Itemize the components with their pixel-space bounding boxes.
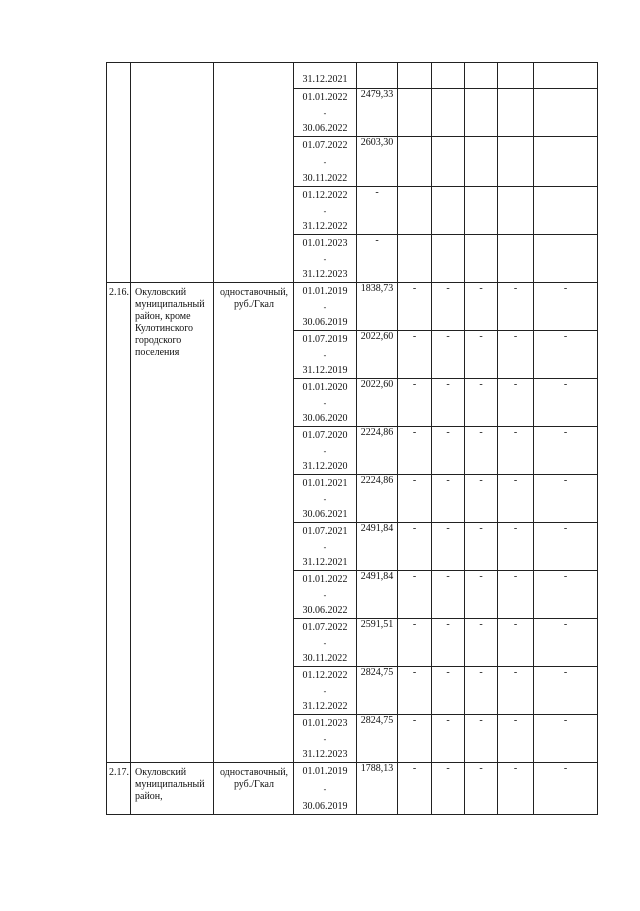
period-from: 01.01.2019 bbox=[302, 286, 348, 297]
tariff-value: 2603,30 bbox=[360, 137, 394, 148]
period-cell bbox=[294, 187, 357, 235]
tariff-value: - bbox=[375, 235, 379, 246]
tariff-value: 1838,73 bbox=[360, 283, 394, 294]
table-cell bbox=[498, 523, 534, 571]
period-separator: - bbox=[323, 108, 327, 118]
tariff-value-cell bbox=[357, 715, 398, 763]
cell-value: - bbox=[513, 475, 518, 486]
tariff-value: 1788,13 bbox=[360, 763, 394, 774]
table-cell bbox=[465, 283, 498, 331]
table-cell bbox=[534, 187, 598, 235]
period-from: 01.01.2020 bbox=[302, 382, 348, 393]
tariff-value-cell bbox=[357, 427, 398, 475]
table-cell bbox=[465, 667, 498, 715]
table-cell bbox=[398, 619, 432, 667]
table-cell bbox=[465, 763, 498, 815]
period-separator: - bbox=[323, 638, 327, 648]
table-cell bbox=[534, 427, 598, 475]
tariff-value-cell bbox=[357, 63, 398, 89]
table-cell bbox=[534, 137, 598, 187]
period-range bbox=[294, 619, 356, 664]
period-from: 01.01.2023 bbox=[302, 718, 348, 729]
row-number: 2.17. bbox=[107, 763, 131, 815]
period-range bbox=[294, 89, 356, 134]
period-to: 30.06.2020 bbox=[302, 413, 348, 424]
period-to: 31.12.2022 bbox=[302, 221, 348, 232]
period-range bbox=[294, 235, 356, 280]
cell-value: - bbox=[412, 619, 417, 630]
cell-value: - bbox=[479, 619, 483, 630]
cell-value: - bbox=[412, 427, 417, 438]
period-to: 31.12.2023 bbox=[302, 269, 348, 280]
table-row bbox=[107, 763, 598, 815]
cell-value: - bbox=[479, 667, 483, 678]
period-from: 01.07.2022 bbox=[302, 140, 348, 151]
table-cell bbox=[534, 283, 598, 331]
cell-value: - bbox=[446, 379, 450, 390]
tariff-value-cell bbox=[357, 235, 398, 283]
period-to: 30.06.2021 bbox=[302, 509, 348, 520]
period-to: 30.06.2019 bbox=[302, 801, 348, 812]
table-cell bbox=[465, 523, 498, 571]
cell-value: - bbox=[446, 619, 450, 630]
table-cell bbox=[534, 379, 598, 427]
table-cell bbox=[534, 89, 598, 137]
table-cell bbox=[534, 63, 598, 89]
period-separator: - bbox=[323, 784, 327, 794]
cell-value: - bbox=[513, 619, 518, 630]
territory-name: Окуловский муниципальный район, кроме Кулотинского городского поселения bbox=[131, 283, 214, 763]
cell-value: - bbox=[563, 523, 568, 534]
period-range bbox=[294, 187, 356, 232]
cell-value: - bbox=[479, 379, 483, 390]
period-cell bbox=[294, 763, 357, 815]
cell-value: - bbox=[563, 379, 568, 390]
period-to: 31.12.2021 bbox=[302, 557, 348, 568]
cell-value: - bbox=[563, 427, 568, 438]
period-from: 01.01.2022 bbox=[302, 574, 348, 585]
table-cell bbox=[398, 475, 432, 523]
table-cell bbox=[534, 619, 598, 667]
table-cell bbox=[534, 571, 598, 619]
cell-value: - bbox=[513, 427, 518, 438]
period-cell bbox=[294, 475, 357, 523]
tariff-value: 2224,86 bbox=[360, 475, 394, 486]
period-from: 01.01.2021 bbox=[302, 478, 348, 489]
table-cell bbox=[534, 235, 598, 283]
period-to: 31.12.2023 bbox=[302, 749, 348, 760]
period-from: 01.12.2022 bbox=[302, 190, 348, 201]
tariff-value-cell bbox=[357, 667, 398, 715]
period-from: 01.01.2023 bbox=[302, 238, 348, 249]
table-cell bbox=[465, 137, 498, 187]
period-cell bbox=[294, 89, 357, 137]
table-cell bbox=[498, 283, 534, 331]
table-cell bbox=[498, 331, 534, 379]
cell-value: - bbox=[446, 571, 450, 582]
period-to: 30.11.2022 bbox=[302, 653, 348, 664]
table-cell bbox=[432, 667, 465, 715]
period-to: 30.06.2019 bbox=[302, 317, 348, 328]
period-range bbox=[294, 427, 356, 472]
period-to: 30.06.2022 bbox=[302, 123, 348, 134]
table-cell bbox=[465, 715, 498, 763]
table-cell bbox=[432, 235, 465, 283]
cell-value: - bbox=[412, 571, 417, 582]
tariff-value: 2824,75 bbox=[360, 667, 394, 678]
cell-value: - bbox=[479, 475, 483, 486]
cell-value: - bbox=[513, 571, 518, 582]
period-separator: - bbox=[323, 494, 327, 504]
cell-value: - bbox=[479, 571, 483, 582]
table-cell bbox=[465, 571, 498, 619]
cell-value: - bbox=[412, 475, 417, 486]
table-cell bbox=[432, 283, 465, 331]
table-row bbox=[107, 63, 598, 89]
cell-value: - bbox=[513, 379, 518, 390]
cell-value: - bbox=[563, 571, 568, 582]
table-cell bbox=[498, 427, 534, 475]
territory-name: Окуловский муниципальный район, bbox=[131, 763, 214, 815]
table-cell bbox=[398, 667, 432, 715]
table-cell bbox=[432, 89, 465, 137]
period-cell bbox=[294, 235, 357, 283]
period-separator: - bbox=[323, 398, 327, 408]
tariff-value-cell bbox=[357, 379, 398, 427]
cell-value: - bbox=[446, 331, 450, 342]
table-cell bbox=[398, 63, 432, 89]
period-cell bbox=[294, 715, 357, 763]
table-cell bbox=[534, 523, 598, 571]
table-cell bbox=[498, 715, 534, 763]
territory-cell bbox=[131, 63, 214, 283]
table-cell bbox=[498, 187, 534, 235]
tariff-value: 2591,51 bbox=[360, 619, 394, 630]
period-cell bbox=[294, 331, 357, 379]
tariff-value: 2479,33 bbox=[360, 89, 394, 100]
table-cell bbox=[534, 475, 598, 523]
table-cell bbox=[398, 235, 432, 283]
period-from: 01.01.2022 bbox=[302, 92, 348, 103]
period-range bbox=[294, 715, 356, 760]
table-cell bbox=[398, 379, 432, 427]
period-range bbox=[294, 331, 356, 376]
cell-value: - bbox=[479, 283, 483, 294]
tariff-value: 2824,75 bbox=[360, 715, 394, 726]
table-cell bbox=[465, 89, 498, 137]
period-to: 31.12.2020 bbox=[302, 461, 348, 472]
table-cell bbox=[432, 763, 465, 815]
cell-value: - bbox=[446, 523, 450, 534]
table-cell bbox=[432, 427, 465, 475]
cell-value: - bbox=[513, 331, 518, 342]
period-to: 30.06.2022 bbox=[302, 605, 348, 616]
tariff-value-cell bbox=[357, 187, 398, 235]
period-from: 01.12.2022 bbox=[302, 670, 348, 681]
cell-value: - bbox=[412, 379, 417, 390]
cell-value: - bbox=[563, 331, 568, 342]
period-separator: - bbox=[323, 350, 327, 360]
period-from: 01.07.2019 bbox=[302, 334, 348, 345]
period-cell bbox=[294, 667, 357, 715]
cell-value: - bbox=[446, 475, 450, 486]
period-from: 01.07.2020 bbox=[302, 430, 348, 441]
table-cell bbox=[465, 331, 498, 379]
cell-value: - bbox=[479, 715, 483, 726]
cell-value: - bbox=[479, 523, 483, 534]
period-to: 30.11.2022 bbox=[302, 173, 348, 184]
cell-value: - bbox=[412, 715, 417, 726]
period-from: 01.01.2019 bbox=[302, 766, 348, 777]
table-cell bbox=[465, 63, 498, 89]
period-cell bbox=[294, 379, 357, 427]
cell-value: - bbox=[446, 667, 450, 678]
table-cell bbox=[432, 475, 465, 523]
tariff-value-cell bbox=[357, 137, 398, 187]
table-cell bbox=[432, 379, 465, 427]
cell-value: - bbox=[412, 331, 417, 342]
table-cell bbox=[465, 379, 498, 427]
period-range bbox=[294, 571, 356, 616]
cell-value: - bbox=[563, 667, 568, 678]
table-cell bbox=[398, 283, 432, 331]
period-cell bbox=[294, 137, 357, 187]
tariff-value: 2491,84 bbox=[360, 571, 394, 582]
period-cell bbox=[294, 523, 357, 571]
period-range bbox=[294, 283, 356, 328]
cell-value: - bbox=[446, 427, 450, 438]
row-number-cell bbox=[107, 63, 131, 283]
period-range bbox=[294, 379, 356, 424]
tariff-value-cell bbox=[357, 523, 398, 571]
tariff-value: 2022,60 bbox=[360, 331, 394, 342]
cell-value: - bbox=[479, 427, 483, 438]
table-cell bbox=[398, 137, 432, 187]
table-row bbox=[107, 283, 598, 331]
table-cell bbox=[465, 475, 498, 523]
period-to: 31.12.2022 bbox=[302, 701, 348, 712]
tariff-value-cell bbox=[357, 571, 398, 619]
tariff-value-cell bbox=[357, 331, 398, 379]
table-cell bbox=[498, 137, 534, 187]
table-cell bbox=[398, 331, 432, 379]
period-range bbox=[294, 67, 356, 88]
table-cell bbox=[432, 187, 465, 235]
tariff-value: - bbox=[375, 187, 379, 198]
period-range bbox=[294, 523, 356, 568]
row-number: 2.16. bbox=[107, 283, 131, 763]
table-cell bbox=[398, 715, 432, 763]
cell-value: - bbox=[513, 283, 518, 294]
period-range bbox=[294, 137, 356, 184]
tariff-table bbox=[106, 62, 598, 815]
table-cell bbox=[465, 187, 498, 235]
period-separator: - bbox=[323, 734, 327, 744]
table-cell bbox=[432, 137, 465, 187]
cell-value: - bbox=[513, 667, 518, 678]
period-to: 31.12.2021 bbox=[302, 73, 348, 85]
tariff-type: одноставочный, руб./Гкал bbox=[214, 283, 294, 763]
table-cell bbox=[534, 331, 598, 379]
cell-value: - bbox=[563, 283, 568, 294]
table-cell bbox=[465, 235, 498, 283]
period-separator: - bbox=[323, 157, 327, 167]
cell-value: - bbox=[446, 763, 450, 774]
table-cell bbox=[498, 475, 534, 523]
table-cell bbox=[498, 571, 534, 619]
table-cell bbox=[398, 427, 432, 475]
cell-value: - bbox=[446, 715, 450, 726]
tariff-value-cell bbox=[357, 475, 398, 523]
table-cell bbox=[432, 331, 465, 379]
cell-value: - bbox=[412, 667, 417, 678]
table-cell bbox=[498, 667, 534, 715]
period-separator: - bbox=[323, 542, 327, 552]
table-cell bbox=[498, 763, 534, 815]
table-cell bbox=[398, 523, 432, 571]
tariff-value: 2224,86 bbox=[360, 427, 394, 438]
tariff-value-cell bbox=[357, 283, 398, 331]
table-cell bbox=[498, 63, 534, 89]
period-separator: - bbox=[323, 206, 327, 216]
cell-value: - bbox=[513, 523, 518, 534]
period-range bbox=[294, 475, 356, 520]
period-cell bbox=[294, 571, 357, 619]
table-cell bbox=[534, 763, 598, 815]
table-cell bbox=[534, 667, 598, 715]
table-cell bbox=[398, 187, 432, 235]
table-cell bbox=[498, 235, 534, 283]
table-cell bbox=[432, 571, 465, 619]
period-separator: - bbox=[323, 302, 327, 312]
cell-value: - bbox=[479, 763, 483, 774]
cell-value: - bbox=[563, 763, 568, 774]
tariff-value-cell bbox=[357, 763, 398, 815]
table-cell bbox=[432, 63, 465, 89]
period-range bbox=[294, 667, 356, 712]
period-from: 01.07.2021 bbox=[302, 526, 348, 537]
table-cell bbox=[465, 427, 498, 475]
tariff-type-cell bbox=[214, 63, 294, 283]
period-separator: - bbox=[323, 446, 327, 456]
cell-value: - bbox=[563, 619, 568, 630]
table-cell bbox=[398, 89, 432, 137]
cell-value: - bbox=[446, 283, 450, 294]
cell-value: - bbox=[513, 763, 518, 774]
tariff-value-cell bbox=[357, 89, 398, 137]
table-cell bbox=[465, 619, 498, 667]
cell-value: - bbox=[412, 763, 417, 774]
cell-value: - bbox=[563, 715, 568, 726]
cell-value: - bbox=[479, 331, 483, 342]
period-to: 31.12.2019 bbox=[302, 365, 348, 376]
period-from: 01.07.2022 bbox=[302, 622, 348, 633]
period-cell bbox=[294, 427, 357, 475]
table-cell bbox=[498, 89, 534, 137]
table-cell bbox=[432, 715, 465, 763]
table-cell bbox=[432, 523, 465, 571]
table-cell bbox=[498, 619, 534, 667]
period-separator: - bbox=[323, 590, 327, 600]
cell-value: - bbox=[412, 523, 417, 534]
period-cell bbox=[294, 283, 357, 331]
table-cell bbox=[398, 571, 432, 619]
table-cell bbox=[534, 715, 598, 763]
cell-value: - bbox=[563, 475, 568, 486]
table-cell bbox=[432, 619, 465, 667]
table-cell bbox=[498, 379, 534, 427]
tariff-value: 2491,84 bbox=[360, 523, 394, 534]
tariff-value: 2022,60 bbox=[360, 379, 394, 390]
period-separator: - bbox=[323, 686, 327, 696]
tariff-type: одноставочный, руб./Гкал bbox=[214, 763, 294, 815]
period-separator: - bbox=[323, 254, 327, 264]
cell-value: - bbox=[412, 283, 417, 294]
period-cell bbox=[294, 619, 357, 667]
cell-value: - bbox=[513, 715, 518, 726]
period-range bbox=[294, 763, 356, 812]
tariff-value-cell bbox=[357, 619, 398, 667]
table-cell bbox=[398, 763, 432, 815]
period-cell bbox=[294, 63, 357, 89]
